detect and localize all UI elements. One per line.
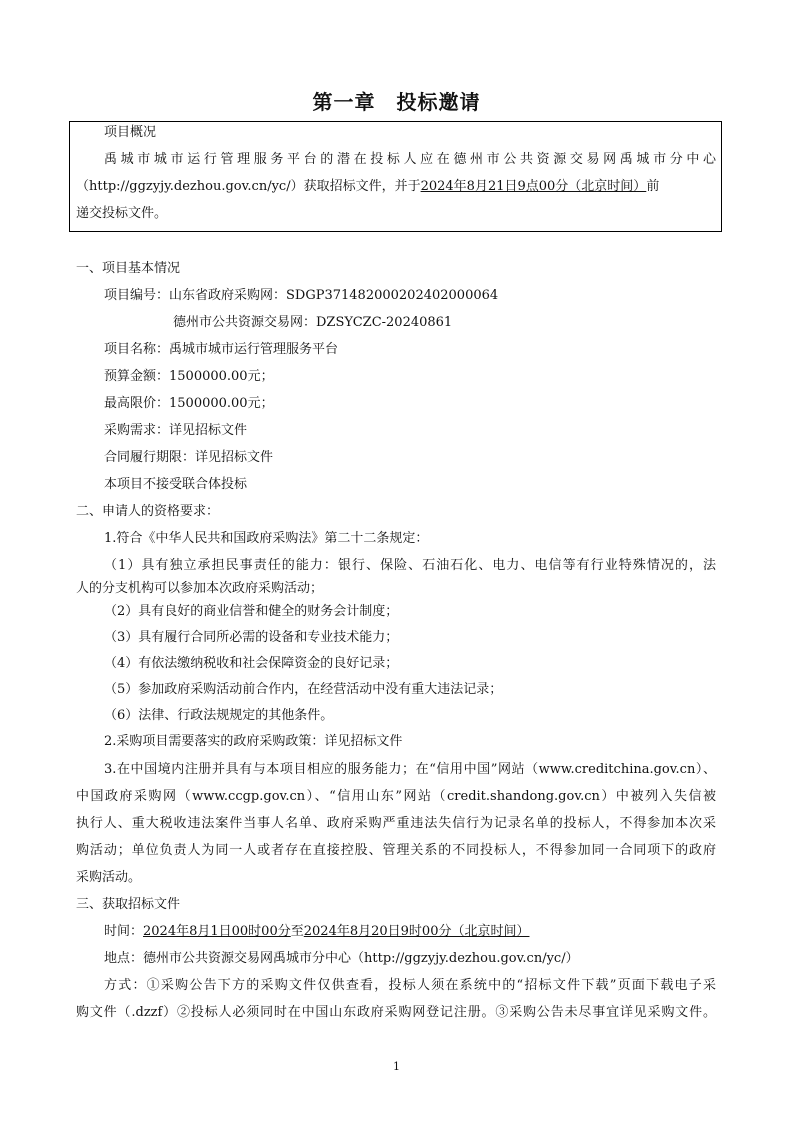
overview-line1: 禹城市城市运行管理服务平台的潜在投标人应在德州市公共资源交易网禹城市分中心	[104, 152, 716, 167]
time-start: 2024年8月1日00时00分	[143, 924, 291, 939]
time-end: 2024年8月20日9时00分（北京时间）	[303, 924, 530, 939]
qualification-item2: 2.采购项目需要落实的政府采购政策：详见招标文件	[104, 734, 403, 749]
qualification-sub1-b: 人的分支机构可以参加本次政府采购活动；	[76, 581, 324, 596]
qualification-sub2: （2）具有良好的商业信誉和健全的财务会计制度；	[104, 604, 399, 619]
time-to: 至	[290, 924, 304, 939]
section3-heading: 三、获取招标文件	[76, 897, 181, 912]
consortium-note: 本项目不接受联合体投标	[104, 477, 248, 492]
qualification-item3-e: 采购活动。	[76, 870, 142, 885]
qualification-item3-a: 3.在中国境内注册并具有与本项目相应的服务能力；在“信用中国”网站（www.creditchina.gov.cn）、	[104, 762, 716, 777]
qualification-item1: 1.符合《中华人民共和国政府采购法》第二十二条规定：	[104, 531, 429, 546]
qualification-item3-b: 中国政府采购网（www.ccgp.gov.cn）、“信用山东”网站（credit.shandong.gov.cn）中被列入失信被	[76, 789, 716, 804]
qualification-item3-c: 执行人、重大税收违法案件当事人名单、政府采购严重违法失信行为记录名单的投标人，不得参加本次采	[76, 816, 716, 831]
contract-period: 合同履行期限：详见招标文件	[104, 450, 274, 465]
budget-amount: 预算金额：1500000.00元；	[104, 369, 274, 384]
overview-line3: 递交投标文件。	[76, 206, 168, 221]
project-name: 项目名称：禹城市城市运行管理服务平台	[104, 342, 339, 357]
bid-deadline: 2024年8月21日9点00分（北京时间）	[420, 179, 647, 194]
page-number: 1	[393, 1060, 400, 1073]
qualification-sub5: （5）参加政府采购活动前合作内，在经营活动中没有重大违法记录；	[104, 682, 503, 697]
section2-heading: 二、申请人的资格要求：	[76, 504, 220, 519]
chapter-title: 第一章 投标邀请	[312, 90, 481, 114]
qualification-sub1-a: （1）具有独立承担民事责任的能力：银行、保险、石油石化、电力、电信等有行业特殊情况的，法	[104, 558, 716, 573]
section1-heading: 一、项目基本情况	[76, 261, 181, 276]
time-label: 时间：	[104, 924, 144, 939]
overview-heading: 项目概况	[104, 125, 157, 140]
project-number-b: 德州市公共资源交易网：DZSYCZC-20240861	[173, 315, 453, 330]
overview-line2-text: （http://ggzyjy.dezhou.gov.cn/yc/）获取招标文件，并于	[76, 179, 421, 194]
obtain-place: 地点：德州市公共资源交易网禹城市分中心（http://ggzyjy.dezhou.gov.cn/yc/）	[104, 951, 579, 966]
overview-line2-end: 前	[646, 179, 660, 194]
obtain-time	[104, 923, 529, 941]
qualification-sub4: （4）有依法缴纳税收和社会保障资金的良好记录；	[104, 656, 399, 671]
project-number-a: 项目编号：山东省政府采购网：SDGP371482000202402000064	[104, 288, 499, 303]
procurement-demand: 采购需求：详见招标文件	[104, 423, 248, 438]
qualification-sub6: （6）法律、行政法规规定的其他条件。	[104, 708, 334, 723]
obtain-method-b: 购文件（.dzzf）②投标人必须同时在中国山东政府采购网登记注册。③采购公告未尽事宜详见采购文件。	[76, 1005, 716, 1020]
overview-line2	[76, 178, 716, 196]
qualification-item3-d: 购活动；单位负责人为同一人或者存在直接控股、管理关系的不同投标人，不得参加同一合同项下的政府	[76, 843, 716, 858]
qualification-sub3: （3）具有履行合同所必需的设备和专业技术能力；	[104, 630, 399, 645]
obtain-method-a: 方式：①采购公告下方的采购文件仅供查看，投标人须在系统中的“招标文件下载”页面下载电子采	[104, 978, 716, 993]
max-price: 最高限价：1500000.00元；	[104, 396, 274, 411]
